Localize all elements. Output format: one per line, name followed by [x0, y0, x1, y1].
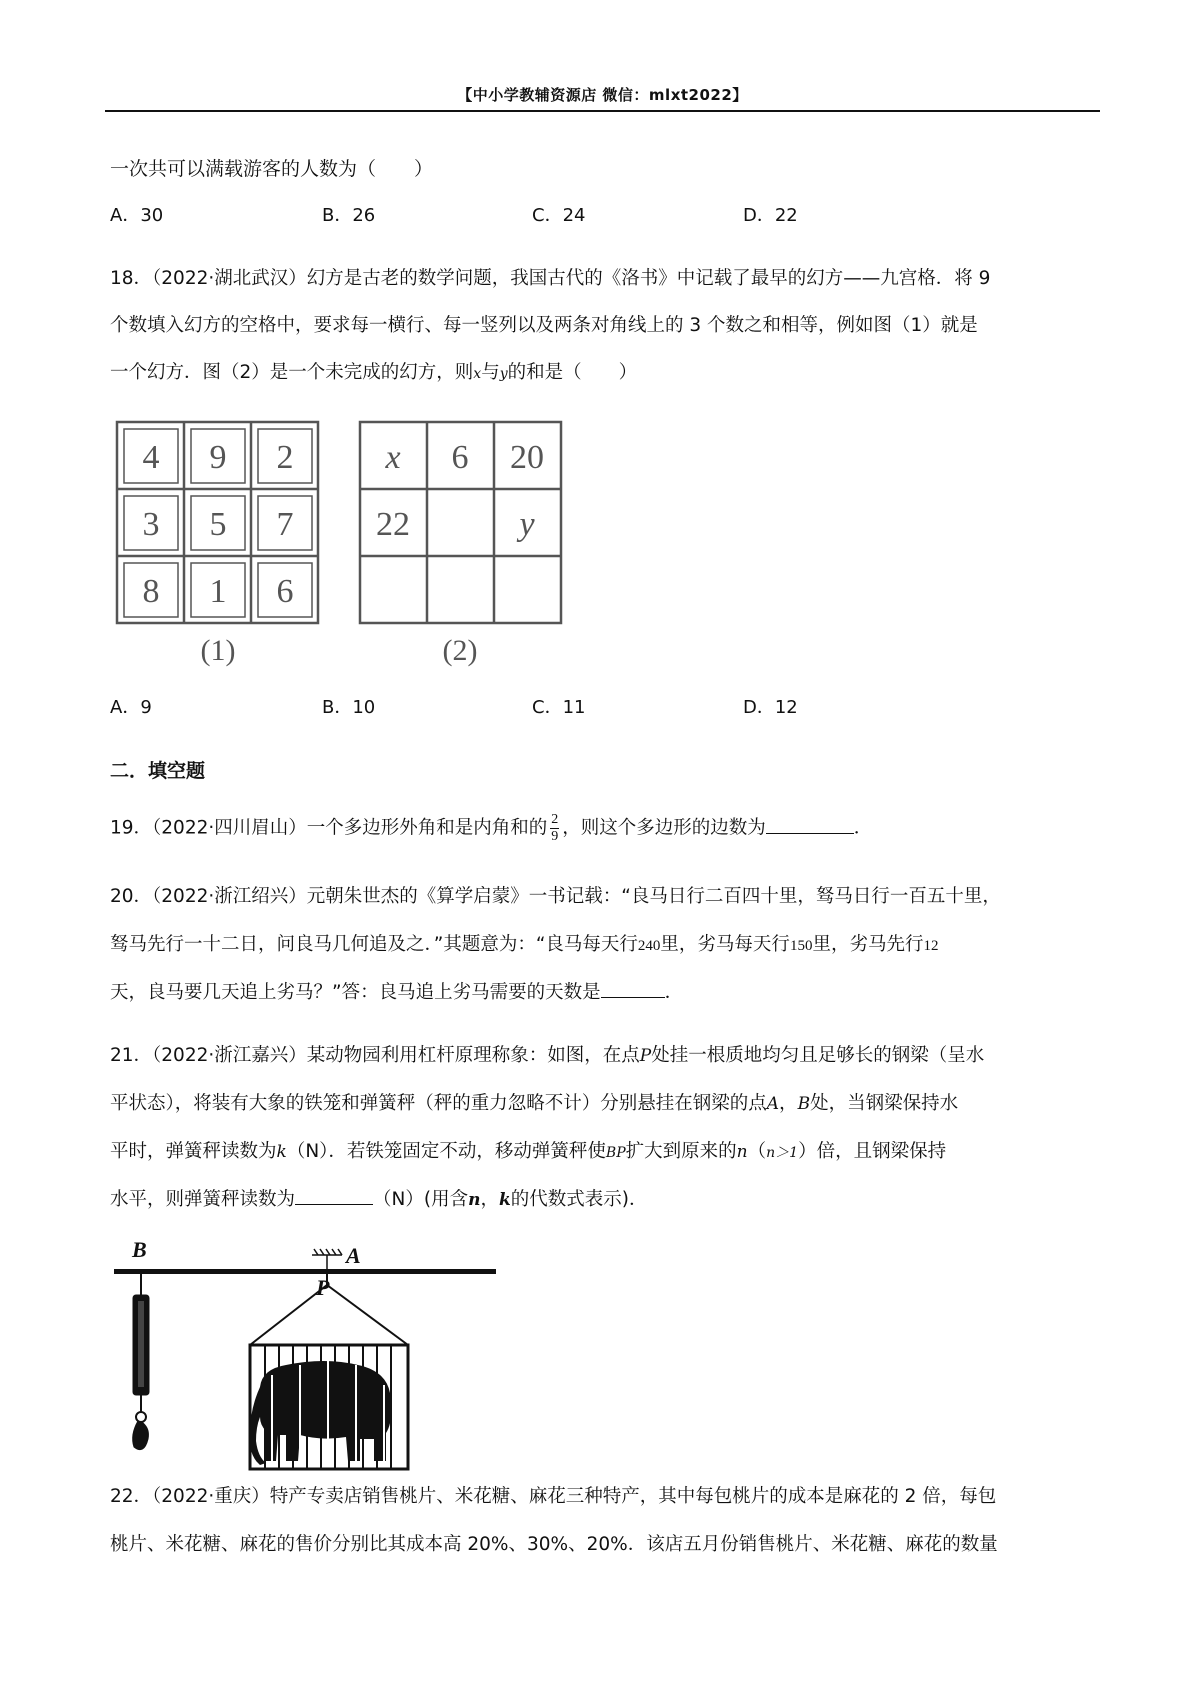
grid2-cell-3: 20 — [510, 439, 544, 476]
q19-fraction-denominator: 9 — [551, 829, 559, 844]
q20-line3-text-b: ． — [664, 982, 684, 1003]
q18-option-d: D．12 — [743, 697, 798, 718]
grid1-caption: (1) — [200, 634, 236, 667]
grid2-cell-2: 6 — [451, 439, 469, 476]
q21-line4-text-a: 水平，则弹簧秤读数为 — [110, 1189, 296, 1210]
q17-option-c: C．24 — [532, 205, 586, 226]
page-header: 【中小学教辅资源店 微信：mlxt2022】 — [457, 86, 748, 104]
lever-scale-figure — [110, 1235, 500, 1475]
q21-line1-text-b: 处挂一根质地均匀且足够长的钢梁（呈水 — [651, 1045, 985, 1066]
q18-line3-text-a: 一个幻方．图（2）是一个未完成的幻方，则 — [110, 362, 474, 383]
q18-option-c: C．11 — [532, 697, 586, 718]
q22-line2: 桃片、米花糖、麻花的售价分别比其成本高 20%、30%、20%．该店五月份销售桃片、米花糖、麻花的数量 — [110, 1534, 998, 1555]
q21-line4 — [110, 1186, 647, 1214]
grid1-cell-1: 4 — [142, 439, 160, 476]
q20-answer-blank[interactable] — [601, 979, 665, 998]
grid2-cell-1: x — [385, 439, 401, 476]
q21-line3-text-b: （N）．若铁笼固定不动，移动弹簧秤使 — [286, 1141, 606, 1162]
q18-var-x: x — [473, 366, 482, 382]
grid1-cell-3: 2 — [276, 439, 294, 476]
q21-point-a: A — [766, 1094, 780, 1114]
q19-text-b: ，则这个多边形的边数为 — [562, 817, 766, 839]
q21-line1 — [110, 1042, 984, 1070]
q20-number-12: 12 — [923, 938, 939, 954]
grid1-cell-7: 8 — [142, 573, 160, 610]
q20-line3 — [110, 979, 683, 1007]
q19-answer-blank[interactable] — [766, 815, 854, 834]
q18-option-a: A．9 — [110, 697, 152, 718]
q21-line2-text-a: 平状态），将装有大象的铁笼和弹簧秤（秤的重力忽略不计）分别悬挂在钢梁的点 — [110, 1093, 767, 1114]
q21-line2-text-b: 处，当钢梁保持水 — [810, 1093, 959, 1114]
label-point-b: B — [132, 1237, 147, 1262]
q17-option-d: D．22 — [743, 205, 798, 226]
q21-line3-text-c: 扩大到原来的 — [625, 1141, 737, 1162]
q20-line2-text-b: 里，劣马每天行 — [660, 934, 790, 955]
q20-line2-text-a: 驽马先行一十二日，问良马几何追及之．”其题意为：“良马每天行 — [110, 934, 638, 955]
spring-scale — [133, 1274, 149, 1450]
elephant-cage — [250, 1345, 408, 1469]
q21-line3-text-e: ）倍，且钢梁保持 — [798, 1141, 947, 1162]
q20-line2 — [110, 931, 938, 960]
q19-line — [110, 812, 872, 845]
q21-line4-text-c: 的代数式表示)． — [510, 1189, 648, 1210]
q21-var-n: n — [736, 1142, 748, 1162]
q21-point-b: B — [797, 1094, 811, 1114]
q18-var-y: y — [499, 366, 508, 382]
q17-option-b: B．26 — [322, 205, 376, 226]
q21-point-p: P — [639, 1046, 652, 1066]
q21-condition: n＞1 — [766, 1145, 799, 1161]
q21-line3 — [110, 1138, 946, 1167]
q21-line2 — [110, 1090, 958, 1118]
q21-line3-text-a: 平时，弹簧秤读数为 — [110, 1141, 277, 1162]
q19-fraction-numerator: 2 — [551, 812, 559, 827]
q21-line4-text-b: （N）(用含 — [373, 1189, 469, 1210]
section-heading: 二．填空题 — [110, 760, 206, 782]
q21-var-n2: n — [468, 1190, 481, 1210]
q19-text-c: ． — [853, 817, 873, 839]
q20-number-240: 240 — [637, 938, 661, 954]
q21-comma: ， — [779, 1093, 798, 1114]
q21-var-k2: k — [498, 1190, 511, 1210]
q18-option-b: B．10 — [322, 697, 376, 718]
q20-line3-text-a: 天，良马要几天追上劣马？”答：良马追上劣马需要的天数是 — [110, 982, 601, 1003]
grid2-caption: (2) — [442, 634, 478, 667]
q20-number-150: 150 — [789, 938, 813, 954]
grid2-cell-4: 22 — [376, 506, 410, 543]
magic-square-figures — [115, 420, 575, 670]
q21-segment-bp: BP — [605, 1145, 626, 1161]
grid1-cell-8: 1 — [209, 573, 227, 610]
q17-tail: 一次共可以满载游客的人数为（ ） — [110, 158, 434, 180]
q20-line2-text-c: 里，劣马先行 — [812, 934, 924, 955]
q21-comma2: ， — [480, 1189, 499, 1210]
q17-option-a: A．30 — [110, 205, 164, 226]
q20-line1: 20．（2022·浙江绍兴）元朝朱世杰的《算学启蒙》一书记载：“良马日行二百四十里，驽马日行一百五十里， — [110, 886, 1001, 907]
grid1-cell-9: 6 — [276, 573, 294, 610]
grid1-cell-6: 7 — [276, 506, 294, 543]
label-point-a: A — [346, 1243, 361, 1268]
grid1-cell-2: 9 — [209, 439, 227, 476]
steel-beam — [114, 1269, 496, 1274]
grid2-cell-6: y — [519, 506, 535, 543]
q21-answer-blank[interactable] — [295, 1186, 373, 1205]
q21-var-k: k — [276, 1142, 287, 1162]
ceiling-mount — [312, 1249, 342, 1269]
q21-line3-text-d: （ — [747, 1141, 767, 1162]
label-point-p: P — [316, 1275, 330, 1300]
q18-line2: 个数填入幻方的空格中，要求每一横行、每一竖列以及两条对角线上的 3 个数之和相等，例如图（1）就是 — [110, 315, 978, 336]
q19-fraction — [550, 812, 559, 845]
grid1-cell-4: 3 — [142, 506, 160, 543]
q18-line3 — [110, 359, 637, 388]
q19-text-a: 19．（2022·四川眉山）一个多边形外角和是内角和的 — [110, 817, 548, 839]
q18-line3-text-b: 与 — [481, 362, 500, 383]
header-rule — [105, 110, 1100, 112]
q21-line1-text-a: 21．（2022·浙江嘉兴）某动物园利用杠杆原理称象：如图，在点 — [110, 1045, 640, 1066]
q22-line1: 22．（2022·重庆）特产专卖店销售桃片、米花糖、麻花三种特产，其中每包桃片的成本是麻花的 2 倍，每包 — [110, 1486, 997, 1507]
q18-line3-text-c: 的和是（ ） — [507, 362, 638, 383]
grid1-cell-5: 5 — [209, 506, 227, 543]
q18-line1: 18．（2022·湖北武汉）幻方是古老的数学问题，我国古代的《洛书》中记载了最早的幻方——九宫格．将 9 — [110, 268, 991, 289]
